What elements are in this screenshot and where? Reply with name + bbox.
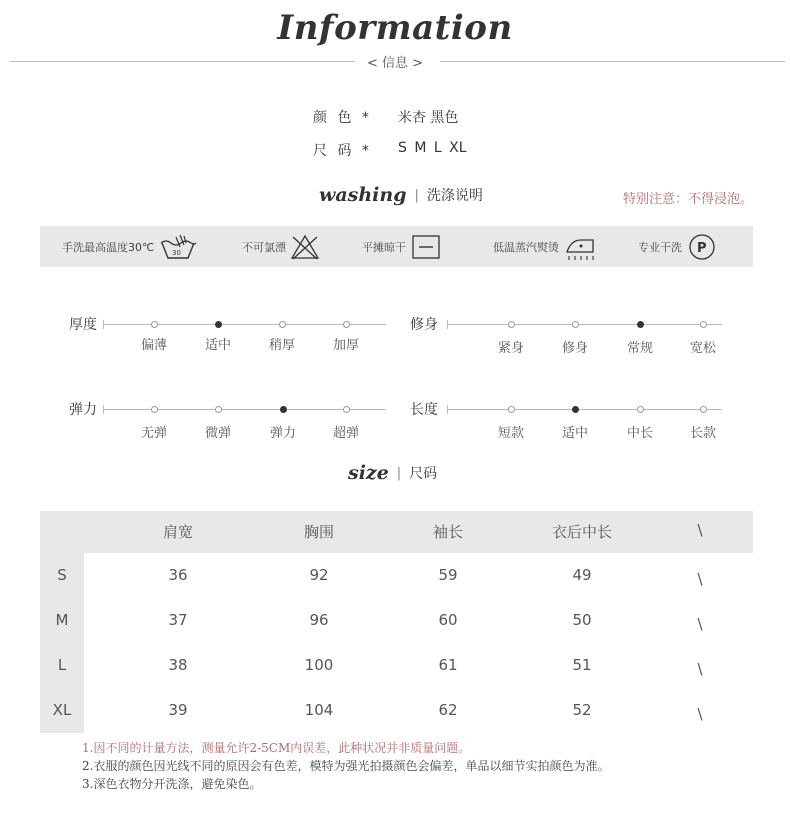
footnote-3: 3.深色衣物分开洗涤，避免染色。 — [82, 777, 262, 791]
no-bleach-icon — [290, 233, 320, 261]
size-cell: \ — [697, 705, 703, 723]
size-col-header: 胸围 — [303, 523, 334, 541]
size-cell: 60 — [438, 611, 458, 629]
meter-label-length: 长度 — [410, 402, 438, 418]
size-col-header: 衣后中长 — [551, 523, 612, 541]
meter-dot-fit-3 — [637, 321, 644, 328]
meter-option-elasticity-4: 超弹 — [332, 426, 359, 441]
size-col-header: 袖长 — [432, 523, 463, 541]
wash-item-dry-clean — [638, 226, 718, 267]
steam-iron-icon — [563, 232, 599, 262]
footnote-1: 1.因不同的计量方法，测量允许2-5CM内误差，此种状况并非质量问题。 — [82, 741, 471, 755]
size-cell: 49 — [572, 566, 592, 584]
meter-track-cap — [447, 320, 448, 329]
footnote-2: 2.衣服的颜色因光线不同的原因会有色差，模特为强光拍摄颜色会偏差，单品以细节实拍颜色为准。 — [82, 759, 610, 773]
meter-option-elasticity-1: 无弹 — [140, 426, 167, 441]
size-cell: 36 — [168, 566, 188, 584]
size-cell: 104 — [304, 701, 334, 719]
meter-option-fit-1: 紧身 — [497, 341, 524, 356]
meter-dot-thickness-1 — [151, 321, 158, 328]
wash-label-no-bleach: 不可氯漂 — [242, 240, 286, 254]
meter-label-fit: 修身 — [410, 317, 438, 333]
spec-color-value: 米杏 黑色 — [398, 110, 459, 126]
meter-dot-elasticity-4 — [343, 406, 350, 413]
wash-item-handwash — [62, 226, 198, 267]
meter-label-elasticity: 弹力 — [69, 402, 97, 418]
size-cell: 50 — [572, 611, 592, 629]
size-cell: 100 — [304, 656, 334, 674]
meter-option-length-1: 短款 — [497, 426, 524, 441]
size-title: 尺码 — [409, 466, 438, 482]
page-subtitle — [0, 52, 790, 71]
page-title: Information — [277, 8, 513, 48]
meter-dot-thickness-4 — [343, 321, 350, 328]
size-cell: 51 — [572, 656, 592, 674]
meter-option-length-3: 中长 — [626, 426, 653, 441]
dry-flat-icon — [410, 233, 442, 261]
size-col-header: \ — [697, 521, 703, 539]
meter-option-thickness-4: 加厚 — [332, 338, 359, 353]
size-row-label: XL — [52, 701, 72, 719]
size-cell: 52 — [572, 701, 592, 719]
meter-option-fit-2: 修身 — [561, 341, 588, 356]
meter-dot-thickness-3 — [279, 321, 286, 328]
washing-heading — [319, 184, 483, 206]
washing-title: 洗涤说明 — [426, 188, 483, 204]
meter-track-fit — [447, 324, 722, 325]
svg-text:30: 30 — [172, 248, 182, 257]
meter-track-cap — [103, 320, 104, 329]
size-row-label: S — [57, 566, 67, 584]
meter-dot-fit-1 — [508, 321, 515, 328]
size-row-label: M — [55, 611, 69, 629]
size-cell: \ — [697, 570, 703, 588]
size-cell: 59 — [438, 566, 458, 584]
meter-option-fit-3: 常规 — [626, 341, 653, 356]
wash-item-steam-iron — [493, 226, 599, 267]
meter-option-fit-4: 宽松 — [689, 341, 716, 356]
meter-dot-length-3 — [637, 406, 644, 413]
dry-clean-p-icon — [686, 232, 718, 262]
size-cell: 96 — [309, 611, 329, 629]
size-cell: 37 — [168, 611, 188, 629]
page-subtitle-text: < 信息 > — [359, 56, 431, 71]
size-cell: \ — [697, 660, 703, 678]
meter-option-thickness-2: 适中 — [204, 338, 231, 353]
size-cell: 92 — [309, 566, 329, 584]
size-cell: 61 — [438, 656, 458, 674]
washing-note: 特别注意：不得浸泡。 — [623, 192, 754, 207]
size-col-header: 肩宽 — [162, 523, 193, 541]
meter-dot-length-4 — [700, 406, 707, 413]
meter-option-elasticity-2: 微弹 — [204, 426, 231, 441]
meter-dot-elasticity-1 — [151, 406, 158, 413]
meter-option-length-4: 长款 — [689, 426, 716, 441]
size-heading — [348, 462, 437, 484]
meter-track-length — [447, 409, 722, 410]
wash-label-handwash: 手洗最高温度30℃ — [62, 240, 155, 254]
spec-color-label: 颜 色 * — [313, 110, 372, 126]
meter-dot-fit-4 — [700, 321, 707, 328]
size-script: size — [348, 462, 389, 484]
meter-option-thickness-3: 稍厚 — [268, 338, 295, 353]
spec-size-label: 尺 码 * — [313, 143, 372, 159]
meter-option-length-2: 适中 — [561, 426, 588, 441]
size-cell: 62 — [438, 701, 458, 719]
meter-track-cap — [447, 405, 448, 414]
svg-text:P: P — [697, 240, 707, 256]
wash-label-steam-iron: 低温蒸汽熨烫 — [493, 240, 559, 254]
size-cell: 38 — [168, 656, 188, 674]
handwash-icon — [158, 233, 198, 261]
wash-item-no-bleach — [242, 226, 320, 267]
size-cell: 39 — [168, 701, 188, 719]
washing-separator: | — [414, 187, 419, 203]
size-cell: \ — [697, 615, 703, 633]
meter-label-thickness: 厚度 — [69, 317, 97, 333]
wash-item-dry-flat — [362, 226, 442, 267]
size-separator: | — [396, 465, 402, 481]
spec-size-value: S M L XL — [398, 140, 467, 156]
wash-label-dry-flat: 平摊晾干 — [362, 240, 406, 254]
meter-option-elasticity-3: 弹力 — [269, 426, 296, 441]
washing-script: washing — [319, 184, 407, 206]
meter-dot-elasticity-3 — [280, 406, 287, 413]
meter-dot-length-1 — [508, 406, 515, 413]
size-row-label: L — [57, 656, 67, 674]
meter-track-cap — [103, 405, 104, 414]
meter-dot-elasticity-2 — [215, 406, 222, 413]
meter-dot-fit-2 — [572, 321, 579, 328]
meter-dot-length-2 — [572, 406, 579, 413]
meter-option-thickness-1: 偏薄 — [140, 338, 167, 353]
meter-dot-thickness-2 — [215, 321, 222, 328]
wash-label-dry-clean: 专业干洗 — [638, 240, 682, 254]
washing-bar — [40, 226, 753, 267]
